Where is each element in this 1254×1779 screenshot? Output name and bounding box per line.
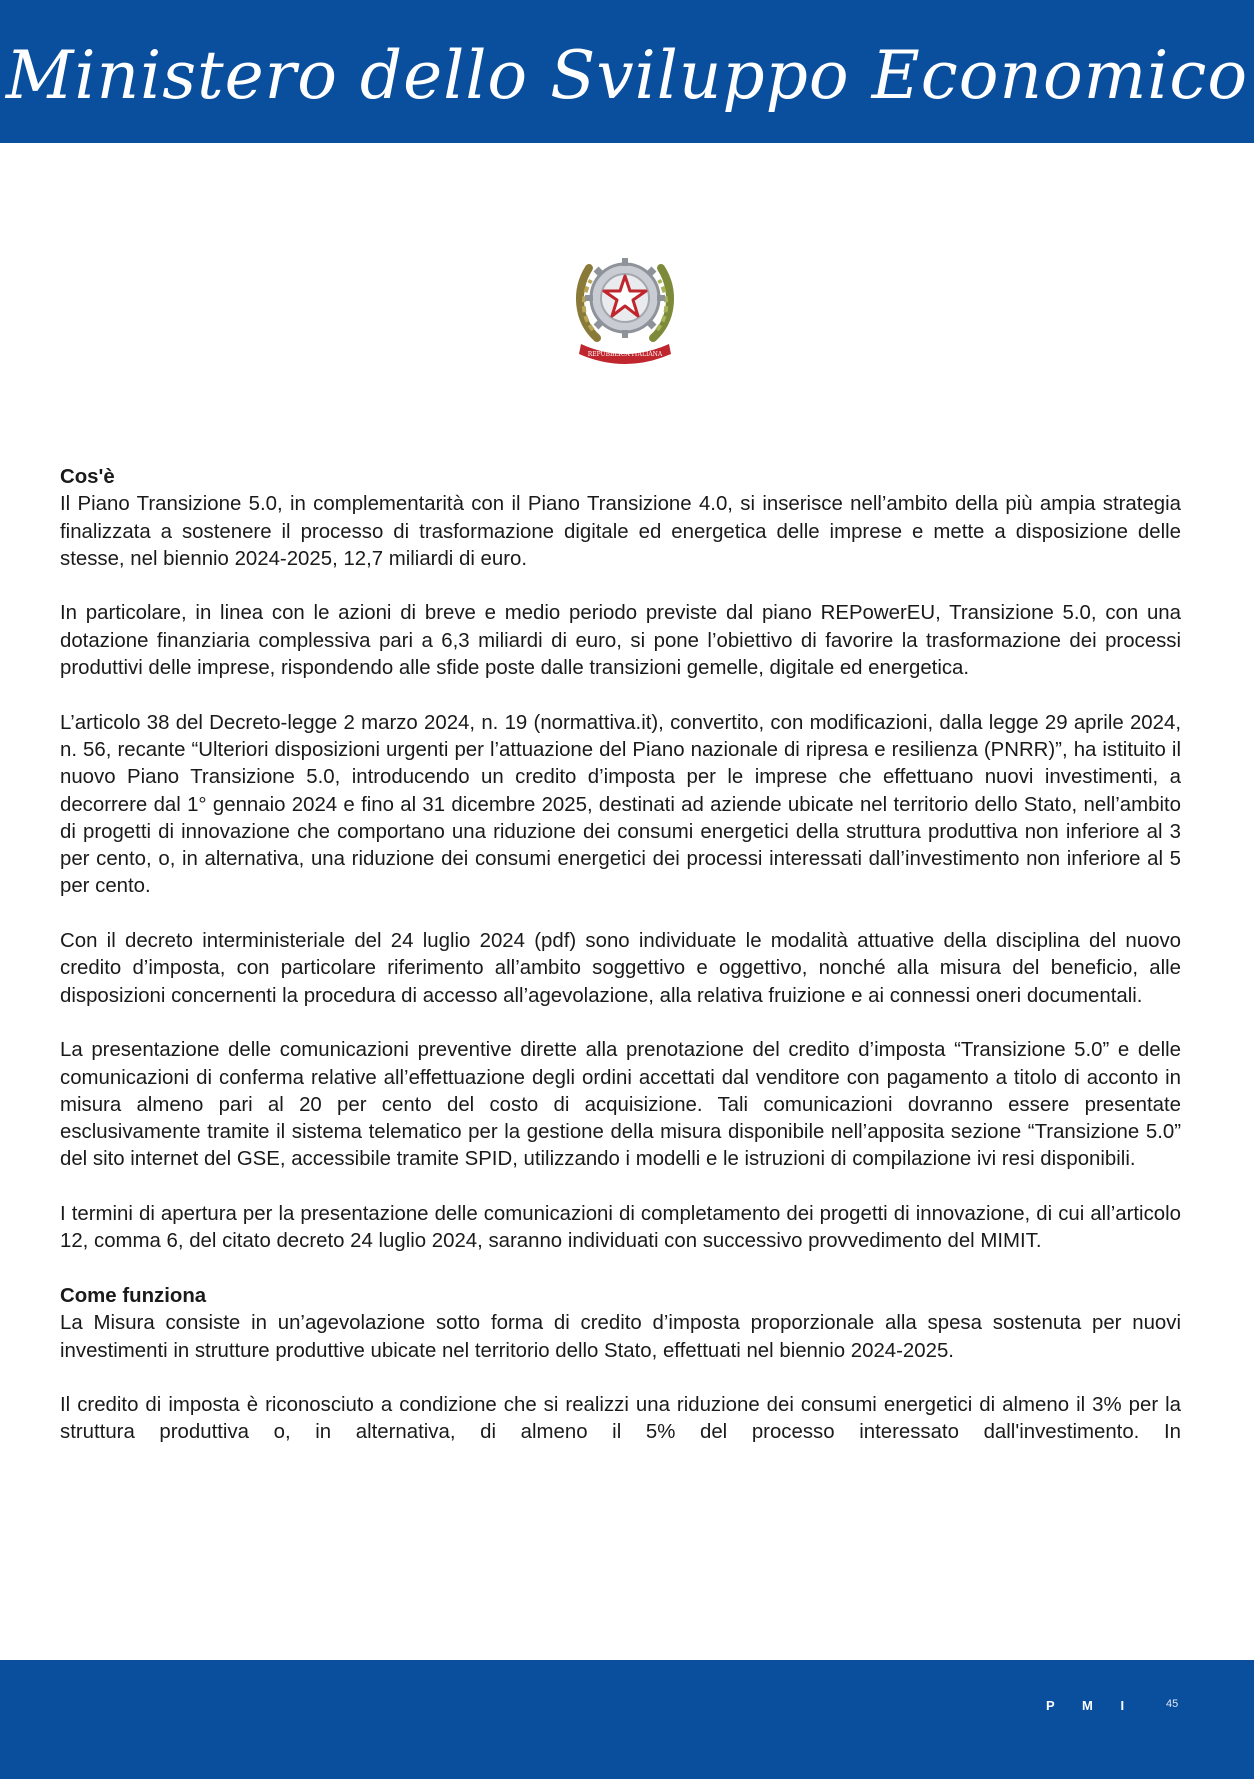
- paragraph: In particolare, in linea con le azioni di breve e medio periodo previste dal piano REPowerEU, Transizione 5.0, con una dotazione finanziaria complessiva pari a 6,3 miliardi di euro, si pone l’obiettivo di favorire la trasformazione dei processi produttivi delle imprese, rispondendo alle sfide poste dalle transizioni gemelle, digitale ed energetica.: [60, 602, 1181, 680]
- footer-label: P M I: [1046, 1698, 1126, 1713]
- page-header: [0, 0, 1254, 143]
- paragraph: Il credito di imposta è riconosciuto a condizione che si realizzi una riduzione dei consumi energetici di almeno il 3% per la struttura produttiva o, in alternativa, di almeno il 5% del processo interessato dall'investimento. In: [60, 1394, 1181, 1444]
- paragraph: La presentazione delle comunicazioni preventive dirette alla prenotazione del credito d’imposta “Transizione 5.0” e delle comunicazioni di conferma relative all’effettuazione degli ordini accettati dal venditore con pagamento a titolo di acconto in misura almeno pari al 20 per cento del costo di acquisizione. Tali comunicazioni dovranno essere presentate esclusivamente tramite il sistema telematico per la gestione della misura disponibile nell’apposita sezione “Transizione 5.0” del sito internet del GSE, accessibile tramite SPID, utilizzando i modelli e le istruzioni di compilazione ivi resi disponibili.: [60, 1039, 1181, 1171]
- paragraph: Con il decreto interministeriale del 24 luglio 2024 (pdf) sono individuate le modalità attuative della disciplina del nuovo credito d’imposta, con particolare riferimento all’ambito soggettivo e oggettivo, nonché alla misura del beneficio, alle disposizioni concernenti la procedura di accesso all’agevolazione, alla relativa fruizione e ai connessi oneri documentali.: [60, 930, 1181, 1007]
- emblem-ribbon-text: REPUBBLICA ITALIANA: [587, 351, 663, 358]
- paragraph: Il Piano Transizione 5.0, in complementarità con il Piano Transizione 4.0, si inserisce nell’ambito della più ampia strategia finalizzata a sostenere il processo di trasformazione digitale ed energetica delle imprese e mette a disposizione delle stesse, nel biennio 2024-2025, 12,7 miliardi di euro.: [60, 493, 1181, 570]
- heading-cos-e: Cos'è: [60, 466, 115, 488]
- article-body: [60, 464, 1181, 1474]
- paragraph: La Misura consiste in un’agevolazione sotto forma di credito d’imposta proporzionale alla spesa sostenuta per nuovi investimenti in strutture produttive ubicate nel territorio dello Stato, effettuati nel biennio 2024-2025.: [60, 1312, 1181, 1362]
- emblem-of-italy-icon: [567, 240, 683, 366]
- paragraph: L’articolo 38 del Decreto-legge 2 marzo 2024, n. 19 (normattiva.it), convertito, con modificazioni, dalla legge 29 aprile 2024, n. 56, recante “Ulteriori disposizioni urgenti per l’attuazione del Piano nazionale di ripresa e resilienza (PNRR)”, ha istituito il nuovo Piano Transizione 5.0, introducendo un credito d’imposta per le imprese che effettuano nuovi investimenti, a decorrere dal 1° gennaio 2024 e fino al 31 dicembre 2025, destinati ad aziende ubicate nel territorio dello Stato, nell’ambito di progetti di innovazione che comportano una riduzione dei consumi energetici della struttura produttiva non inferiore al 3 per cento, o, in alternativa, una riduzione dei consumi energetici dei processi interessati dall’investimento non inferiore al 5 per cento.: [60, 711, 1181, 898]
- heading-come-funziona: Come funziona: [60, 1284, 207, 1307]
- page-number: 45: [1166, 1698, 1179, 1710]
- ministry-title: Ministero dello Sviluppo Economico: [5, 37, 1249, 114]
- paragraph: I termini di apertura per la presentazione delle comunicazioni di completamento dei progetti di innovazione, di cui all’articolo 12, comma 6, del citato decreto 24 luglio 2024, saranno individuati con successivo provvedimento del MIMIT.: [60, 1203, 1181, 1253]
- page-footer: [0, 1660, 1254, 1779]
